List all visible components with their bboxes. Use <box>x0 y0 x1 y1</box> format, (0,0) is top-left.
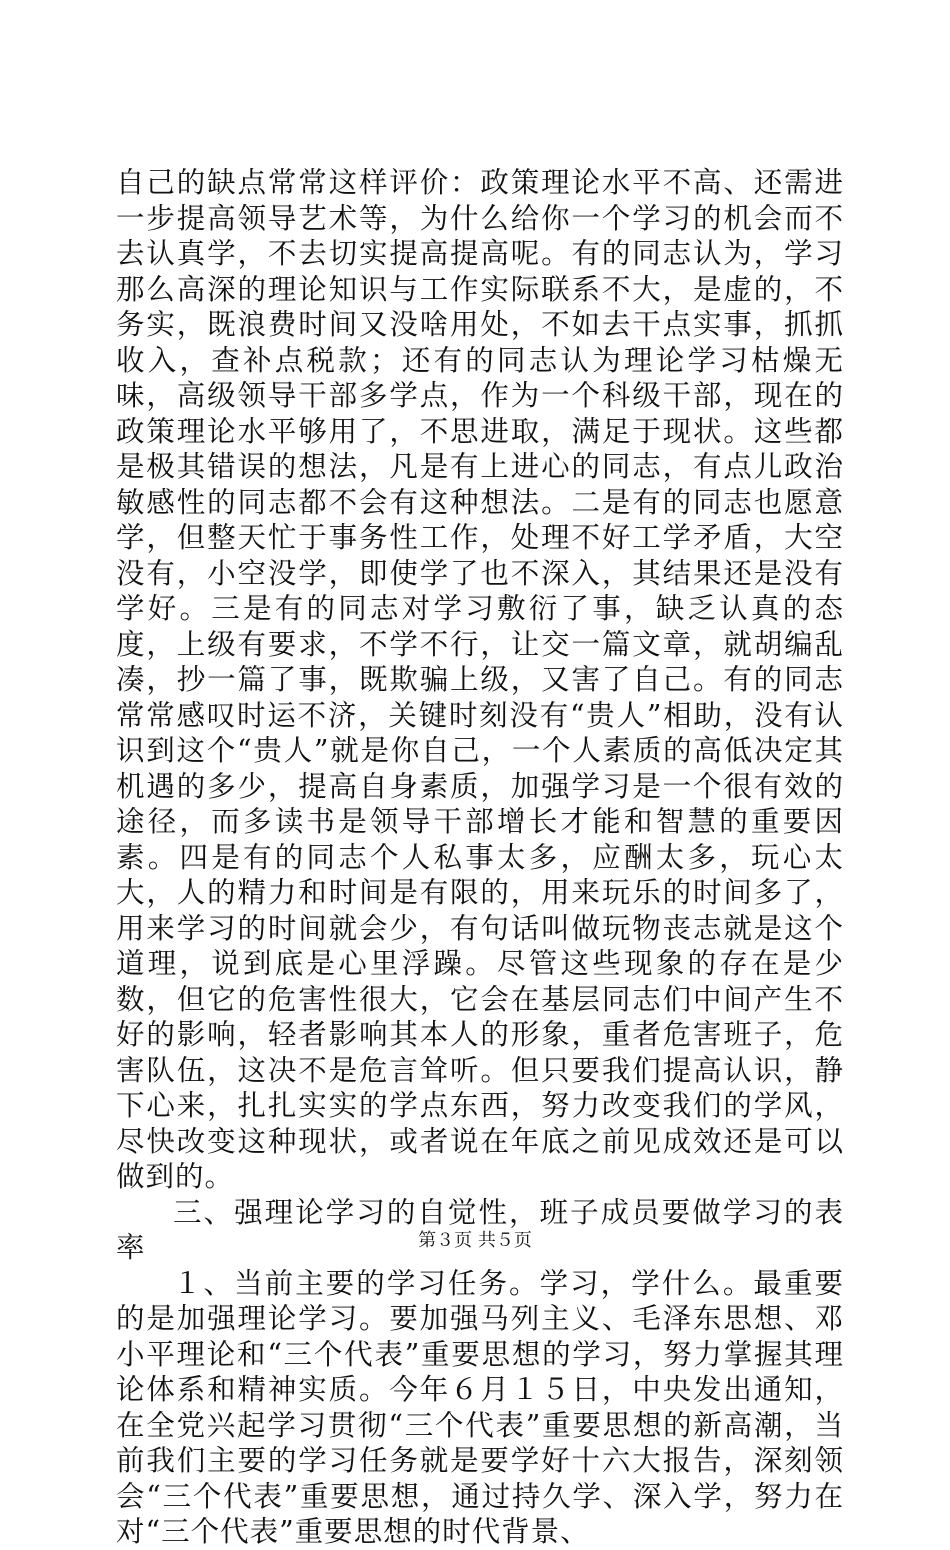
paragraph-continuation: 自己的缺点常常这样评价：政策理论水平不高、还需进一步提高领导艺术等，为什么给你一个学习的机会而不去认真学，不去切实提高提高呢。有的同志认为，学习那么高深的理论知识与工作实际联系不大，是虚的，不务实，既浪费时间又没啥用处，不如去干点实事，抓抓收入，查补点税款；还有的同志认为理论学习枯燥无味，高级领导干部多学点，作为一个科级干部，现在的政策理论水平够用了，不思进取，满足于现状。这些都是极其错误的想法，凡是有上进心的同志，有点儿政治敏感性的同志都不会有这种想法。二是有的同志也愿意学，但整天忙于事务性工作，处理不好工学矛盾，大空没有，小空没学，即使学了也不深入，其结果还是没有学好。三是有的同志对学习敷衍了事，缺乏认真的态度，上级有要求，不学不行，让交一篇文章，就胡编乱凑，抄一篇了事，既欺骗上级，又害了自己。有的同志常常感叹时运不济，关键时刻没有“贵人”相助，没有认识到这个“贵人”就是你自己，一个人素质的高低决定其机遇的多少，提高自身素质，加强学习是一个很有效的途径，而多读书是领导干部增长才能和智慧的重要因素。四是有的同志个人私事太多，应酬太多，玩心太大，人的精力和时间是有限的，用来玩乐的时间多了，用来学习的时间就会少，有句话叫做玩物丧志就是这个道理，说到底是心里浮躁。尽管这些现象的存在是少数，但它的危害性很大，它会在基层同志们中间产生不好的影响，轻者影响其本人的形象，重者危害班子，危害队伍，这决不是危言耸听。但只要我们提高认识，静下心来，扎扎实实的学点东西，努力改变我们的学风，尽快改变这种现状，或者说在年底之前见成效还是可以做到的。 <box>116 166 844 1193</box>
paragraph-learning-tasks: １、当前主要的学习任务。学习，学什么。最重要的是加强理论学习。要加强马列主义、毛泽东思想、邓小平理论和“三个代表”重要思想的学习，努力掌握其理论体系和精神实质。今年６月１５日，中央发出通知，在全党兴起学习贯彻“三个代表”重要思想的新高潮，当前我们主要的学习任务就是要学好十六大报告，深刻领会“三个代表”重要思想，通过持久学、深入学，努力在对“三个代表”重要思想的时代背景、 <box>116 1266 844 1548</box>
document-body <box>116 165 844 1550</box>
page-number-footer: 第３页 共５页 <box>418 1230 532 1251</box>
section-heading: 三、强理论学习的自觉性，班子成员要做学习的表率 <box>116 1195 844 1264</box>
